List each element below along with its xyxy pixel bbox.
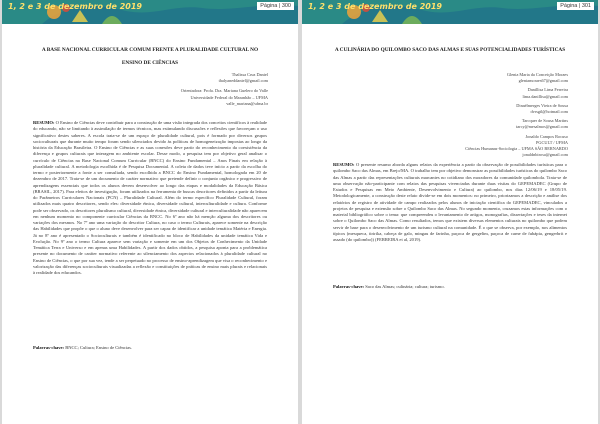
keywords-text: Saco das Almas; culinária; cultura; turismo. bbox=[365, 284, 445, 289]
abstract-label: RESUMO: bbox=[33, 120, 55, 125]
institution-line: Ciências Humanas-Sociologia – UFMA SÃO BERNARDO bbox=[465, 146, 568, 152]
paper-title: A CULINÁRIA DO QUILOMBO SACO DAS ALMAS E SUAS POTENCIALIDADES TURÍSTICAS bbox=[334, 47, 566, 53]
advisor-email: valle_mariana@ufma.br bbox=[226, 100, 268, 106]
author-line: Danillisa Lima Ferreira bbox=[527, 87, 568, 93]
abstract-text: O Ensino de Ciências deve contribuir para a construção de uma visão integrada dos conceitos científicos à realidade do educando, não se limitando à assimilação de termos técnicos, mas estimulando discussões e reflexões que favoreçam o uso significativo destes saberes. A escola trata-se de um espaço de pluralidade cultural, pois é formado por diversos grupos socioculturais que durante muito tempo foram sendo silenciados devido às políticas de homogeneização impostas ao longo da história da Educação Brasileira. O Ensino de Ciências e as suas conexões deve partir do reconhecimento da coexistência da diferença e grupos culturais que interagem no ambiente escolar. Desse modo, a pesquisa tem por objetivo geral analisar o currículo de Ciências na Base Nacional Comum Curricular (BNCC) do Ensino Fundamental – Anos Finais em relação à pluralidade cultural. A metodologia escolhida é de Pesquisa Documental. A coleta de dados teve início a partir da escolha do termo e posteriormente a fonte a ser consultada, sendo escolhida a BNCC do Ensino Fundamental, homologada em 20 de dezembro de 2017. Trata-se de um documento de caráter normativo que pretende definir o conjunto orgânico e progressivo de aprendizagens essenciais que todos os alunos devem desenvolver ao longo das etapas e modalidades da Educação Básica (BRASIL, 2017). Para efeitos de investigação, foram utilizados na ferramenta de buscas descritores definidos a partir da leitura do Parâmetros Curriculares Nacionais (PCN) – Pluralidade Cultural. Além do termo específico Pluralidade Cultural, foram utilizados mais quatro descritores, sendo eles: diversidade étnica, diversidade cultural, interculturalidade e cultura. Conforme pode ser observado, os descritores pluralismo cultural, diversidade étnica, diversidade cultural e interculturalidade não aparecem em nenhum momento no componente curricular Ciências da BNCC. No 6º ano não há menção alguma dos descritores ou variações dos mesmos. No 7º ano uma variação do descritor Cultura, no caso o termo Culturais, aparece somente na descrição das Habilidades que propõe o que o aluno deve desenvolver para ser capaz de identificar a unidade temática Matéria e Energia. Já no 8º ano é apresentado o Socioculturais e também é identificado no bloco de Habilidades da unidade temática Vida e Evolução. No 9º ano o termo Cultura aparece sem variação e somente em um dos Objetos de Conhecimento da Unidade Temática Terra e Universo e em apenas uma Habilidades. A partir dos dados obtidos, a pesquisa aponta para a problemática presente no documento de caráter normativo referente ao silenciamento dos aspectos relacionados à pluralidade cultural no Ensino de Ciências, o que por sua vez, tende a ser perpetuado no processo de ensino-aprendizagem que visa o reconhecimento e valorização das diferenças socioculturais visualizadas a reflexão e constituições de práticas de ensino mais plurais e relacionais à realidade dos educandos. bbox=[33, 120, 267, 275]
advisor-line: Jonaldo Campos Rocuso bbox=[525, 133, 568, 139]
paper-title: A BASE NACIONAL CURRICULAR COMUM FRENTE A PLURALIDADE CULTURAL NO ENSINO DE CIÊNCIAS bbox=[41, 47, 259, 66]
author-email: gleniamoraes67@gmail.com bbox=[518, 78, 568, 84]
author-line: Glenia Maria da Conceição Moraes bbox=[506, 72, 568, 77]
author-line: Dinaélmerges Vieira de Sousa bbox=[516, 102, 568, 108]
page-number: Página | 300 bbox=[257, 2, 294, 10]
keywords bbox=[33, 345, 267, 350]
author-line: Thalissa Cruz Daniel bbox=[231, 72, 268, 77]
page-number: Página | 301 bbox=[557, 2, 594, 10]
event-banner bbox=[2, 0, 298, 24]
abstract-text: O presente resumo aborda alguns relatos da experiência a partir da observação de possibilidades turísticas para o quilombo Saco das Almas, em Brejo/MA. O trabalho tem por objetivo demonstrar as possibilidades turísticas do quilombo Saco das Almas a partir das representações culturais marcantes no cotidiano dos moradores da comunidade quilombola. Trata-se de uma observação não-participante com relatos das pesquisas vivenciadas durante duas visitas do GEPEMADEC (Grupo de Estudos e Pesquisas em Meio Ambiente, Desenvolvimento e Cultura) ao quilombo, nos dias 12/06/19 e 18/05/19. Metodologicamente, a construção deste relato divide-se em dois momentos: no primeiro, priorizamos a descrição e análise dos relatórios de registro de atividade de campo realizados pelos alunos de iniciação científica do GEPEMADEC, vinculados a projetos de pesquisa e extensão sobre o Quilombo Saco das Almas. No segundo momento, cruzamos estas informações com o material bibliográfico sobre o tema: que compreendeu o levantamento de artigos, monografias, dissertações e teses da internet sobre o Quilombo Saco das Almas. Como resultados, temos que existem diversas elementos culturais no quilombo que podem servir de base para o desenvolvimento de um turismo cultural na comunidade. É o que se observa, por exemplo, nos alimentos típicos (mesqueca, tiririka, cabeça de galo, mingau de farinha, paçoca de gergelim, paçoca de carne de fubápia, gengerbrit e assado (do quilombo)) (FERREIRA et al, 2019). bbox=[333, 162, 567, 242]
author-email: tarcy@mesalmos@gmail.com bbox=[516, 124, 568, 130]
abstract bbox=[333, 162, 567, 243]
keywords-text: BNCC; Cultura; Ensino de Ciências. bbox=[65, 345, 133, 350]
program-line: PGCULT / UFMA bbox=[536, 139, 568, 145]
keywords-label: Palavras-chave: bbox=[333, 284, 365, 289]
event-date: 1, 2 e 3 de dezembro de 2019 bbox=[308, 2, 442, 11]
abstract bbox=[33, 120, 267, 276]
page-300 bbox=[2, 0, 298, 424]
event-date: 1, 2 e 3 de dezembro de 2019 bbox=[8, 2, 142, 11]
event-banner bbox=[302, 0, 598, 24]
advisor-line: Orientadora: Profa. Dra. Mariana Guelero do Valle bbox=[180, 88, 268, 94]
author-email: thalyaneddaniel@gmail.com bbox=[218, 78, 268, 84]
advisor-email: jonaldnbirosa@gmail.com bbox=[522, 152, 568, 158]
keywords-label: Palavras-chave: bbox=[33, 345, 65, 350]
author-line: Tarcquer de Sousa Martins bbox=[521, 118, 568, 124]
page-301 bbox=[302, 0, 598, 424]
abstract-label: RESUMO: bbox=[333, 162, 355, 167]
institution-line: Universidade Federal do Maranhão – UFMA bbox=[190, 94, 268, 100]
author-block bbox=[181, 72, 268, 107]
keywords bbox=[333, 284, 567, 289]
author-email: lima.danillisa@gmail.com bbox=[522, 93, 568, 99]
author-block bbox=[465, 72, 568, 158]
author-email: dvrsgtl@hotmail.com bbox=[530, 109, 568, 115]
